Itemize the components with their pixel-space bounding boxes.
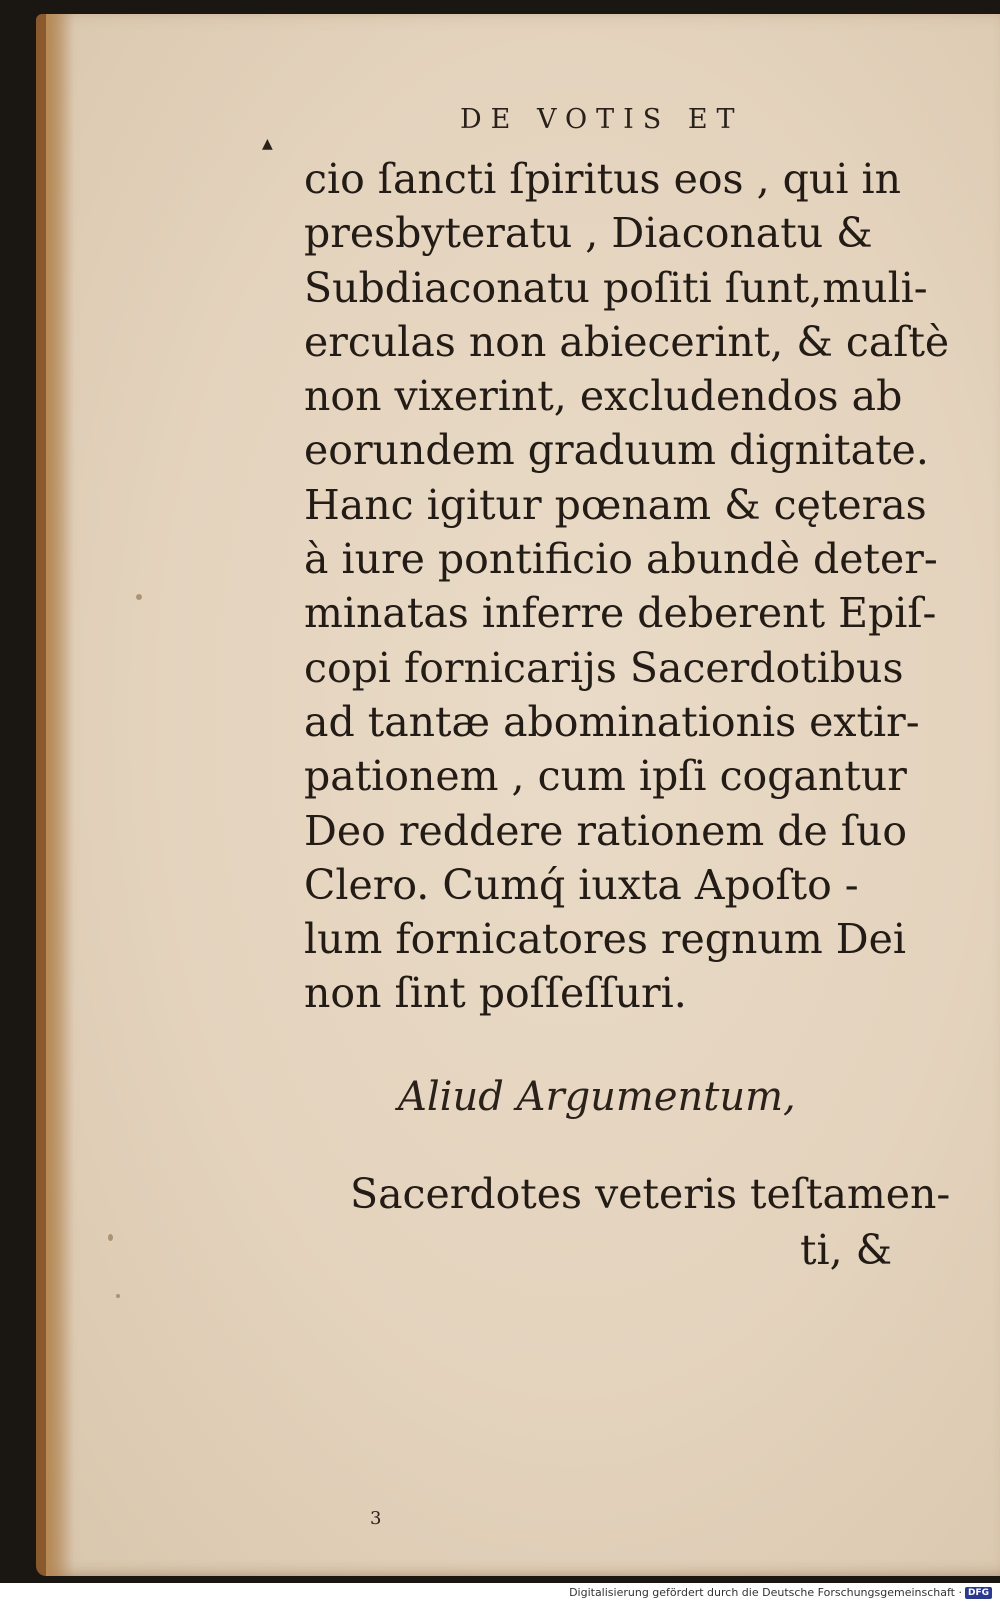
text-line: non ſint poſſeſſuri. (304, 969, 687, 1018)
text-line: minatas inferre deberent Epiſ- (304, 589, 937, 638)
text-line: lum fornicatores regnum Dei (304, 915, 906, 964)
text-line: Deo reddere rationem de ſuo (304, 806, 908, 855)
foxing-spot (108, 1234, 113, 1241)
section-heading: Aliud Argumentum, (398, 1074, 796, 1120)
paragraph-2-line: Sacerdotes veteris teſtamen- (350, 1170, 951, 1218)
text-line: Subdiaconatu poſiti ſunt,muli- (304, 263, 928, 312)
running-head: DE VOTIS ET (460, 104, 744, 135)
text-line: à iure pontificio abundè deter- (304, 535, 938, 584)
digitization-footer (569, 1586, 992, 1599)
footer-text: Digitalisierung gefördert durch die Deutsche Forschungsgemeinschaft · (569, 1586, 962, 1599)
text-line: presbyteratu , Diaconatu & (304, 209, 873, 258)
foxing-spot (136, 594, 142, 600)
margin-mark: ▲ (262, 136, 273, 152)
text-line: pationem , cum ipſi cogantur (304, 752, 907, 801)
text-line: Clero. Cumq́ iuxta Apoſto - (304, 860, 859, 909)
text-line: eorundem graduum dignitate. (304, 426, 929, 475)
text-line: cio ſancti ſpiritus eos , qui in (304, 155, 902, 203)
text-line: copi fornicarijs Sacerdotibus (304, 643, 904, 692)
page-edge (46, 14, 74, 1576)
text-line: Hanc igitur pœnam & cęteras (304, 480, 927, 529)
text-line: non vixerint, excludendos ab (304, 372, 903, 421)
signature-mark: 3 (370, 1508, 382, 1529)
text-line: ad tantæ abominationis extir- (304, 697, 920, 746)
text-line: erculas non abiecerint, & caſtè (304, 317, 950, 366)
foxing-spot (116, 1294, 120, 1298)
main-paragraph (304, 152, 950, 1021)
catchword: ti, & (800, 1226, 893, 1274)
dfg-logo: DFG (965, 1587, 992, 1599)
